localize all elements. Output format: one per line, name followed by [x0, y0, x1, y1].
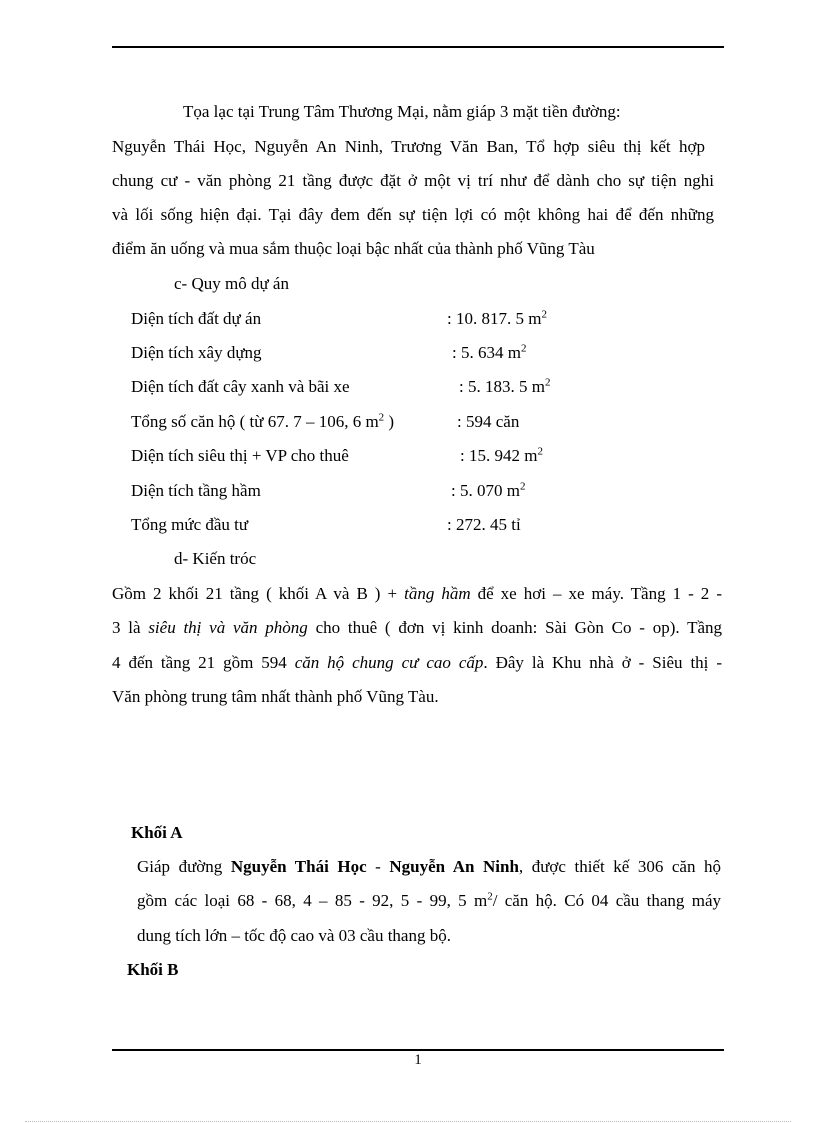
- architecture-line-3: 4 đến tầng 21 gồm 594 căn hộ chung cư cao cấp. Đây là Khu nhà ở - Siêu thị -: [112, 653, 722, 672]
- scale-label-supermarket: Diện tích siêu thị + VP cho thuê: [131, 446, 349, 465]
- header-rule: [112, 46, 724, 48]
- scale-label-land-area: Diện tích đất dự án: [131, 309, 262, 328]
- intro-line-2: Nguyễn Thái Học, Nguyễn An Ninh, Trương Văn Ban, Tổ hợp siêu thị kết hợp: [112, 137, 705, 156]
- scale-value-construction-area: : 5. 634 $m^2$: [452, 342, 527, 362]
- block-a-line-2: gồm các loại 68 - 68, 4 – 85 - 92, 5 - 99, 5 $m^2/$ căn hộ. Có 04 cầu thang máy: [137, 890, 721, 910]
- page-number: 1: [414, 1052, 422, 1068]
- intro-line-1: Tọa lạc tại Trung Tâm Thương Mại, nằm giáp 3 mặt tiền đường:: [183, 102, 621, 121]
- block-b-heading: Khối B: [127, 960, 179, 979]
- footer-rule: [112, 1049, 724, 1051]
- scale-value-basement: : 5. 070 $m^2$: [451, 480, 526, 500]
- scale-value-land-area: : 10. 817. 5 $m^2$: [447, 308, 547, 328]
- scale-heading: c- Quy mô dự án: [174, 274, 289, 293]
- intro-line-5: điểm ăn uống và mua sắm thuộc loại bậc nhất của thành phố Vũng Tàu: [112, 239, 595, 258]
- scale-value-supermarket: : 15. 942 $m^2$: [460, 445, 543, 465]
- scale-label-basement: Diện tích tầng hầm: [131, 481, 261, 500]
- architecture-line-1: Gồm 2 khối 21 tầng ( khối A và B ) + tầng hầm để xe hơi – xe máy. Tầng 1 - 2 -: [112, 584, 722, 603]
- page-edge-divider: [25, 1121, 791, 1122]
- scale-value-investment: : 272. 45 tỉ: [447, 515, 521, 534]
- scale-label-apartments: Tổng số căn hộ ( từ 67. 7 – 106, 6 $m^2$ ): [131, 411, 395, 431]
- scale-label-green-parking: Diện tích đất cây xanh và bãi xe: [131, 377, 350, 396]
- block-a-line-1: Giáp đường Nguyễn Thái Học - Nguyễn An Ninh, được thiết kế 306 căn hộ: [137, 857, 721, 876]
- scale-label-construction-area: Diện tích xây dựng: [131, 343, 262, 362]
- block-a-line-3: dung tích lớn – tốc độ cao và 03 cầu thang bộ.: [137, 926, 451, 945]
- architecture-heading: d- Kiến tróc: [174, 549, 257, 568]
- scale-value-apartments: : 594 căn: [457, 412, 520, 431]
- architecture-line-4: Văn phòng trung tâm nhất thành phố Vũng Tàu.: [112, 687, 439, 706]
- scale-value-green-parking: : 5. 183. 5 $m^2$: [459, 376, 551, 396]
- scale-label-investment: Tổng mức đầu tư: [131, 515, 249, 534]
- block-a-heading: Khối A: [131, 823, 183, 842]
- intro-line-3: chung cư - văn phòng 21 tầng được đặt ở một vị trí như để dành cho sự tiện nghi: [112, 171, 714, 190]
- architecture-line-2: 3 là siêu thị và văn phòng cho thuê ( đơn vị kinh doanh: Sài Gòn Co - op). Tầng: [112, 618, 723, 637]
- intro-line-4: và lối sống hiện đại. Tại đây đem đến sự tiện lợi có một không hai để đến những: [112, 205, 714, 224]
